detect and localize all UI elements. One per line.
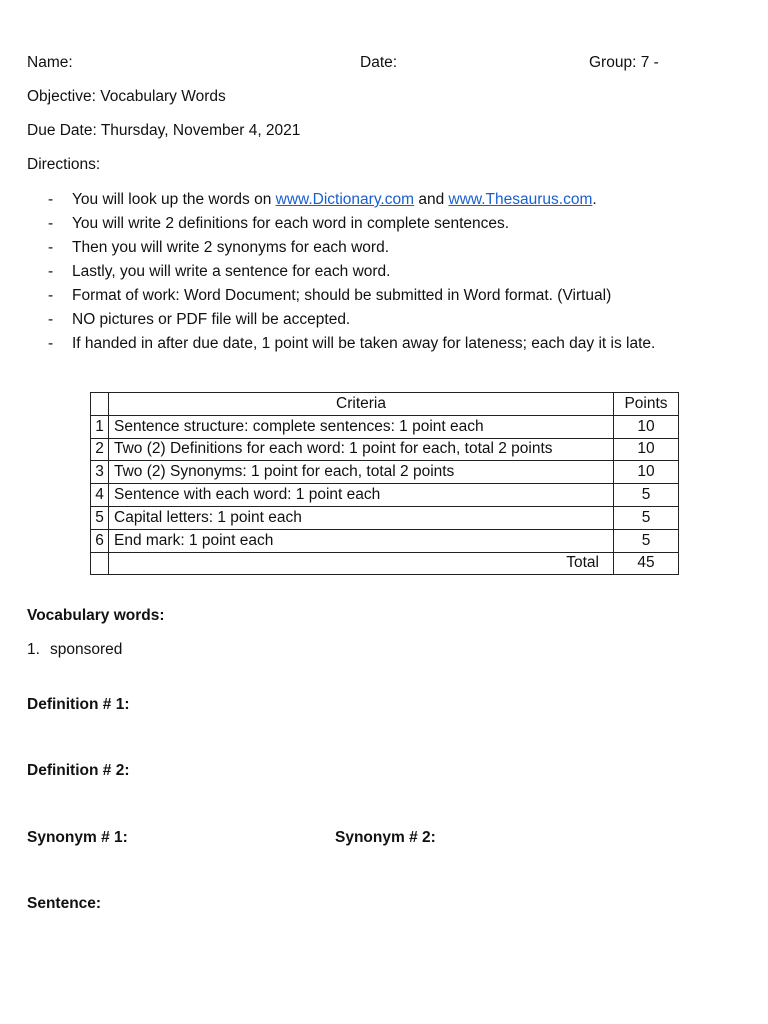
- row-number: 3: [91, 461, 109, 484]
- directions-item: [27, 238, 655, 262]
- table-row: [91, 506, 679, 529]
- directions-item: [27, 334, 655, 358]
- row-points: 10: [614, 415, 679, 438]
- table-header-row: [91, 393, 679, 416]
- table-header-criteria: Criteria: [109, 393, 614, 416]
- directions-item-text: You will look up the words on: [72, 191, 276, 208]
- due-date: Due Date: Thursday, November 4, 2021: [27, 122, 301, 139]
- row-criteria: Two (2) Synonyms: 1 point for each, total 2 points: [109, 461, 614, 484]
- row-criteria: Sentence with each word: 1 point each: [109, 484, 614, 507]
- directions-item-text: and: [414, 191, 449, 208]
- directions-item-text: You will write 2 definitions for each word in complete sentences.: [72, 215, 510, 232]
- table-row: [91, 415, 679, 438]
- row-number: 2: [91, 438, 109, 461]
- table-row: [91, 438, 679, 461]
- date-label: Date:: [360, 54, 398, 71]
- directions-item-text: Lastly, you will write a sentence for each word.: [72, 263, 391, 280]
- total-empty-cell: [91, 552, 109, 575]
- directions-list: [27, 190, 655, 358]
- table-header-points: Points: [614, 393, 679, 416]
- table-row: [91, 461, 679, 484]
- total-label: Total: [109, 552, 614, 575]
- row-points: 5: [614, 506, 679, 529]
- directions-item: [27, 262, 655, 286]
- vocab-heading: Vocabulary words:: [27, 607, 165, 624]
- dictionary-link[interactable]: www.Dictionary.com: [275, 191, 415, 208]
- directions-item: [27, 214, 655, 238]
- row-points: 5: [614, 529, 679, 552]
- thesaurus-link[interactable]: www.Thesaurus.com: [448, 191, 593, 208]
- row-points: 10: [614, 438, 679, 461]
- total-value: 45: [614, 552, 679, 575]
- directions-item: [27, 190, 655, 214]
- row-number: 6: [91, 529, 109, 552]
- directions-item-text: NO pictures or PDF file will be accepted.: [72, 311, 351, 328]
- rubric-table: [90, 392, 679, 575]
- directions-item: [27, 310, 655, 334]
- sentence-label: Sentence:: [27, 895, 102, 912]
- list-dash: -: [48, 263, 54, 280]
- directions-item-text: Then you will write 2 synonyms for each word.: [72, 239, 390, 256]
- group-label: Group: 7 -: [589, 54, 659, 71]
- table-header-number: [91, 393, 109, 416]
- row-number: 5: [91, 506, 109, 529]
- name-label: Name:: [27, 54, 73, 71]
- definition-2-label: Definition # 2:: [27, 762, 130, 779]
- row-points: 5: [614, 484, 679, 507]
- directions-item-text: .: [592, 191, 597, 208]
- table-row: [91, 484, 679, 507]
- row-number: 4: [91, 484, 109, 507]
- synonym-1-label: Synonym # 1:: [27, 829, 128, 846]
- objective: Objective: Vocabulary Words: [27, 88, 226, 105]
- row-criteria: Two (2) Definitions for each word: 1 point for each, total 2 points: [109, 438, 614, 461]
- vocab-item-word: sponsored: [50, 641, 123, 658]
- vocab-item-number: 1.: [27, 641, 40, 658]
- definition-1-label: Definition # 1:: [27, 696, 130, 713]
- table-row: [91, 529, 679, 552]
- row-criteria: Capital letters: 1 point each: [109, 506, 614, 529]
- table-total-row: [91, 552, 679, 575]
- directions-item: [27, 286, 655, 310]
- directions-item-text: Format of work: Word Document; should be submitted in Word format. (Virtual): [72, 287, 612, 304]
- list-dash: -: [48, 311, 54, 328]
- synonym-2-label: Synonym # 2:: [335, 829, 436, 846]
- directions-item-text: If handed in after due date, 1 point will be taken away for lateness; each day it is late.: [72, 335, 656, 352]
- row-criteria: Sentence structure: complete sentences: 1 point each: [109, 415, 614, 438]
- row-criteria: End mark: 1 point each: [109, 529, 614, 552]
- directions-label: Directions:: [27, 156, 101, 173]
- list-dash: -: [48, 335, 54, 352]
- row-number: 1: [91, 415, 109, 438]
- list-dash: -: [48, 287, 54, 304]
- list-dash: -: [48, 191, 54, 208]
- list-dash: -: [48, 215, 54, 232]
- row-points: 10: [614, 461, 679, 484]
- list-dash: -: [48, 239, 54, 256]
